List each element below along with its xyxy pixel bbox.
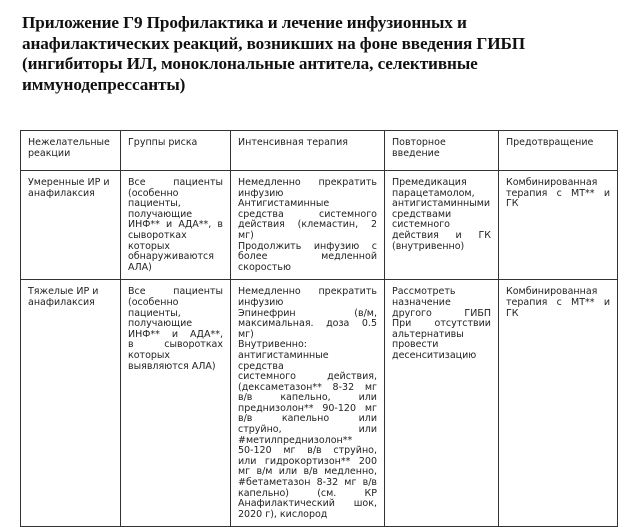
cell-text-line: десенситизацию (392, 349, 477, 361)
treatment-table (20, 130, 618, 527)
cell-text-line: антигистаминные средства (238, 349, 329, 372)
cell-therapy (231, 280, 385, 527)
cell-text-line: Анафилактический шок, (238, 498, 377, 510)
cell-text-line: системного действия, (238, 371, 377, 383)
cell-text-line: (дексаметазон** 8-32 мг (238, 381, 377, 393)
cell-text-line: альтернативы (392, 328, 464, 340)
header-reactions: Нежелательные реакции (21, 131, 121, 171)
cell-text-line: мг) (238, 229, 254, 241)
cell-text-line: (особенно пациенты, (128, 187, 181, 210)
cell-text-line: пациенты, (128, 307, 181, 319)
cell-text-line: более медленной (238, 251, 377, 263)
cell-text-line: действия и ГК (392, 229, 491, 241)
cell-text-line: средства системного (238, 208, 377, 220)
cell-text-line: ГК (506, 198, 519, 210)
cell-text-line: преднизолон** 90-120 мг (238, 402, 377, 414)
cell-text-line: инфузию (238, 296, 284, 308)
cell-text-line: в/в капельно, или (238, 392, 377, 404)
document-title: Приложение Г9 Профилактика и лечение инфузионных и анафилактических реакций, возникших на фоне введения ГИБП (ингибиторы ИЛ, моноклональные антитела, селективные иммунодепрессанты) (22, 13, 526, 94)
cell-text-line: (особенно (128, 296, 179, 308)
cell-text-line: ИНФ** и АДА**, (128, 328, 223, 340)
cell-prevention (499, 280, 618, 527)
cell-text-line: получающие (128, 208, 193, 220)
cell-text-line: #метилпреднизолон** (238, 434, 353, 446)
cell-text-line: (внутривенно) (392, 240, 465, 252)
cell-text-line: Внутривенно: (238, 339, 307, 351)
cell-text-line: 50-120 мг в/в струйно, (238, 445, 377, 457)
header-prevention: Предотвращение (499, 131, 618, 171)
header-intensive-therapy: Интенсивная терапия (231, 131, 385, 171)
cell-text-line: Все пациенты (128, 286, 223, 298)
table-row (21, 171, 618, 280)
cell-reaction: Тяжелые ИР и анафилаксия (21, 280, 121, 527)
cell-text-line: в сыворотках (128, 339, 223, 351)
cell-repeat (385, 280, 499, 527)
cell-text-line: действия (клемастин, 2 (238, 219, 377, 231)
cell-text-line: Все пациенты (128, 177, 223, 188)
cell-text-line: которых (128, 349, 171, 361)
cell-text-line: провести (392, 339, 439, 351)
cell-text-line: Премедикация (392, 177, 467, 188)
cell-text-line: Продолжить инфузию с (238, 240, 377, 252)
cell-text-line: Эпинефрин (в/м, (238, 307, 377, 319)
table-header-row (21, 131, 618, 171)
cell-text-line: Антигистаминные (238, 198, 330, 210)
cell-text-line: терапия с МТ** и (506, 187, 610, 199)
table-row (21, 280, 618, 527)
cell-text-line: антигистаминными (392, 198, 491, 210)
cell-text-line: 2020 г), кислород (238, 508, 328, 520)
cell-text-line: выявляются АЛА) (128, 360, 216, 372)
cell-prevention (499, 171, 618, 280)
cell-text-line: При отсутствии (392, 318, 491, 330)
cell-text-line: сыворотках (128, 229, 187, 241)
cell-text-line: которых (128, 240, 171, 252)
cell-repeat (385, 171, 499, 280)
cell-risk-group (121, 280, 231, 527)
cell-text-line: #бетаметазон 8-32 мг в/в (238, 477, 377, 489)
cell-reaction: Умеренные ИР и анафилаксия (21, 171, 121, 280)
cell-text-line: Немедленно прекратить (238, 177, 377, 188)
header-repeat-administration: Повторное введение (385, 131, 499, 171)
cell-text-line: скоростью (238, 261, 291, 273)
header-risk-groups: Группы риска (121, 131, 231, 171)
cell-text-line: Рассмотреть (392, 286, 456, 298)
cell-text-line: мг в/м или в/в медленно, (238, 466, 377, 478)
cell-text-line: Немедленно прекратить (238, 286, 377, 298)
cell-text-line: Комбинированная (506, 177, 598, 188)
cell-text-line: системного (392, 219, 450, 231)
cell-text-line: обнаруживаются (128, 251, 214, 263)
cell-text-line: назначение (392, 296, 451, 308)
cell-text-line: ГК (506, 307, 519, 319)
cell-text-line: капельно) (см. КР (238, 487, 377, 499)
cell-text-line: в/в капельно или (238, 413, 377, 425)
cell-text-line: парацетамолом, (392, 187, 475, 199)
cell-therapy (231, 171, 385, 280)
cell-text-line: ИНФ** и АДА**, в (128, 219, 223, 231)
cell-text-line: получающие (128, 318, 193, 330)
cell-text-line: другого ГИБП (392, 307, 491, 319)
cell-text-line: или гидрокортизон** 200 (238, 455, 377, 467)
cell-risk-group (121, 171, 231, 280)
cell-text-line: Комбинированная (506, 286, 598, 298)
cell-text-line: средствами (392, 208, 452, 220)
cell-text-line: терапия с МТ** и (506, 296, 610, 308)
cell-text-line: максимальная. доза 0.5 (238, 318, 377, 330)
cell-text-line: струйно, или (238, 424, 377, 436)
cell-text-line: АЛА) (128, 261, 152, 273)
cell-text-line: мг) (238, 328, 254, 340)
cell-text-line: инфузию (238, 187, 284, 199)
